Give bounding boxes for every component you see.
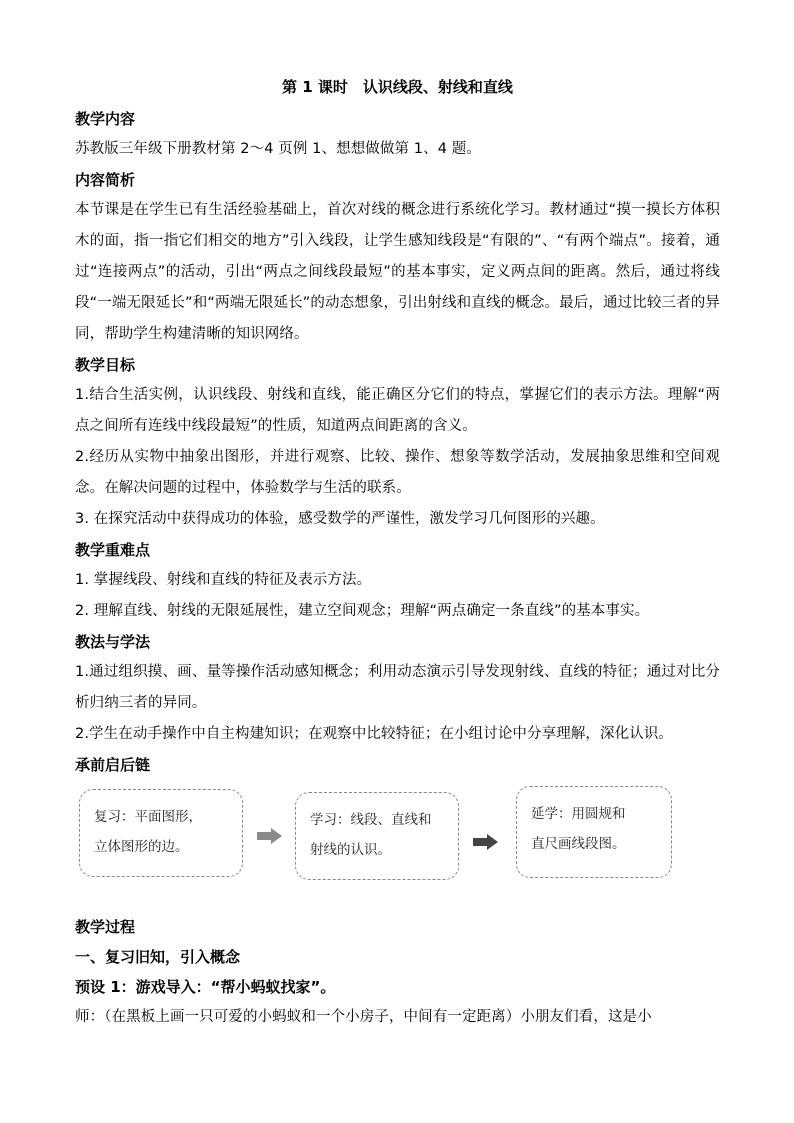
lesson-title: 第 1 课时 认识线段、射线和直线 [282,78,513,96]
learn-line-1: 学习：线段、直线和 [310,812,432,828]
knowledge-chain-diagram [75,786,720,898]
extend-box [516,786,672,878]
learn-box [295,792,459,880]
heading-key-points: 教学重难点 [75,541,151,559]
content-summary-text: 本节课是在学生已有生活经验基础上，首次对线的概念进行系统化学习。教材通过“摸一摸长方体积木的面，指一指它们相交的地方”引入线段，让学生感知线段是“有限的”、“有两个端点”。接着，通过“连接两点”的活动，引出“两点之间线段最短”的基本事实，定义两点间的距离。然后，通过将线段“一端无限延长”和“两端无限延长”的动态想象，引出射线和直线的概念。最后，通过比较三者的异同，帮助学生构建清晰的知识网络。 [75,202,720,342]
key-point-item-1: 1. 掌握线段、射线和直线的特征及表示方法。 [75,572,372,588]
goal-item-3: 3. 在探究活动中获得成功的体验，感受数学的严谨性，激发学习几何图形的兴趣。 [75,511,605,527]
heading-teaching-content: 教学内容 [75,110,136,128]
heading-teaching-process: 教学过程 [75,918,136,936]
method-item-2: 2.学生在动手操作中自主构建知识；在观察中比较特征；在小组讨论中分享理解，深化认识。 [75,726,674,742]
goal-item-2: 2.经历从实物中抽象出图形，并进行观察、比较、操作、想象等数学活动，发展抽象思维和空间观念。在解决问题的过程中，体验数学与生活的联系。 [75,449,720,496]
right-arrow-icon [473,834,499,848]
key-point-item-2: 2. 理解直线、射线的无限延展性，建立空间观念；理解“两点确定一条直线”的基本事实。 [75,603,650,619]
teaching-content-text: 苏教版三年级下册教材第 2～4 页例 1、想想做做第 1、4 题。 [75,141,481,157]
preset-1-heading: 预设 1：游戏导入：“帮小蚂蚁找家”。 [75,978,336,996]
method-item-1: 1.通过组织摸、画、量等操作活动感知概念；利用动态演示引导发现射线、直线的特征；通过对比分析归纳三者的异同。 [75,664,720,711]
heading-methods: 教法与学法 [75,633,151,651]
heading-chain: 承前启后链 [75,756,151,774]
right-arrow-icon [257,828,283,842]
goal-item-1: 1.结合生活实例，认识线段、射线和直线，能正确区分它们的特点，掌握它们的表示方法。理解“两点之间所有连线中线段最短”的性质，知道两点间距离的含义。 [75,387,720,434]
extend-line-1: 延学：用圆规和 [531,806,626,822]
document-page [75,72,720,1033]
extend-line-2: 直尺画线段图。 [531,836,626,852]
review-line-2: 立体图形的边。 [94,839,189,855]
review-line-1: 复习：平面图形， [94,809,202,825]
review-box [79,789,243,877]
heading-teaching-goals: 教学目标 [75,356,136,374]
process-part-1-heading: 一、复习旧知，引入概念 [75,948,241,966]
learn-line-2: 射线的认识。 [310,842,391,858]
teacher-dialogue: 师：（在黑板上画一只可爱的小蚂蚁和一个小房子，中间有一定距离）小朋友们看，这是小 [75,1009,652,1025]
heading-content-summary: 内容简析 [75,171,136,189]
